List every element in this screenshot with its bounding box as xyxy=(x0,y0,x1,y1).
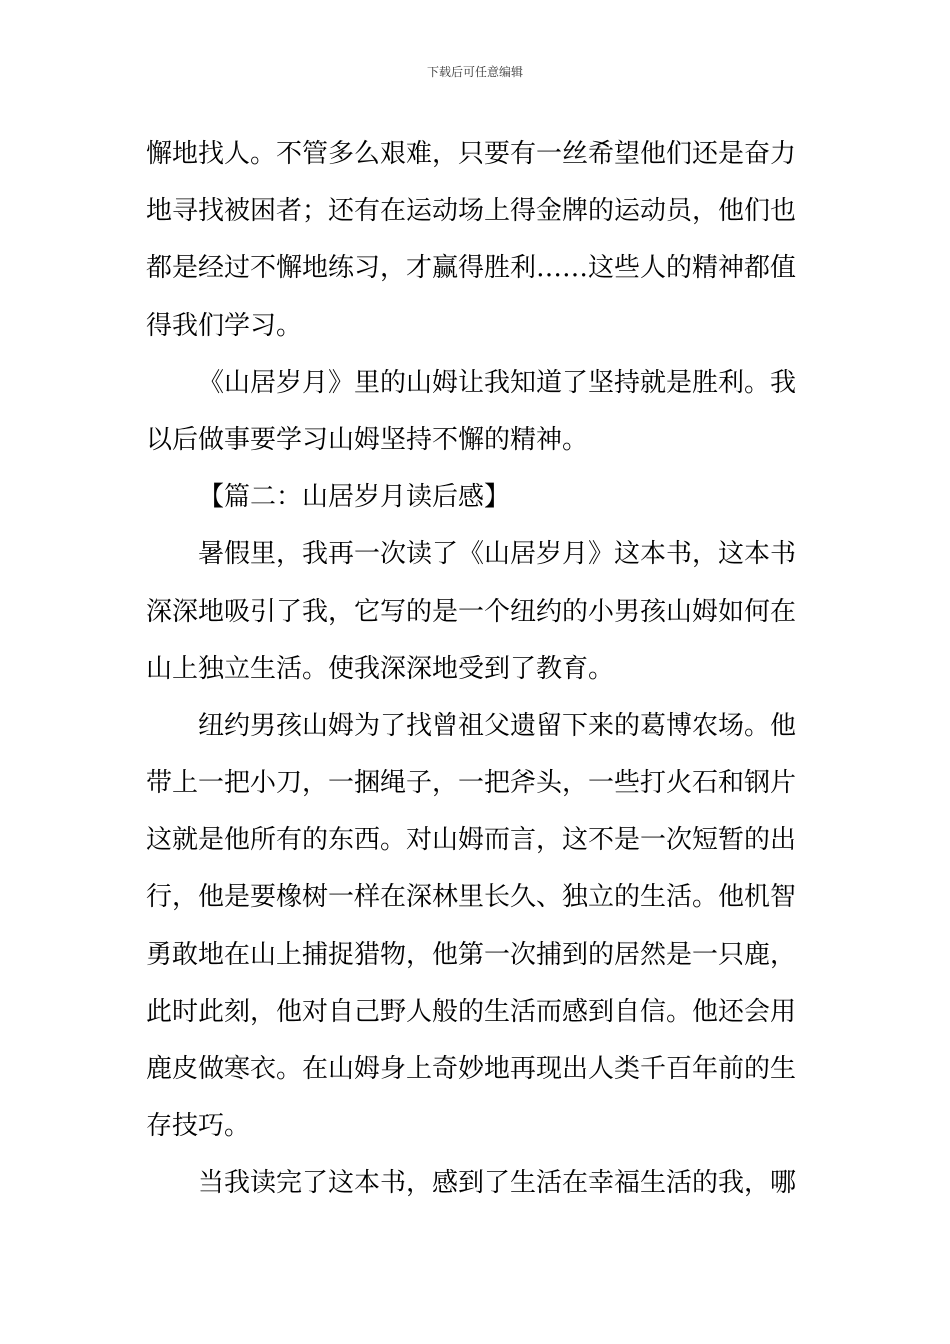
text-line: 这就是他所有的东西。对山姆而言，这不是一次短暂的出 xyxy=(146,825,797,856)
text-line: 勇敢地在山上捕捉猎物，他第一次捕到的居然是一只鹿， xyxy=(146,939,797,970)
text-line: 山上独立生活。使我深深地受到了教育。 xyxy=(146,653,615,684)
text-line: 此时此刻，他对自己野人般的生活而感到自信。他还会用 xyxy=(146,996,797,1027)
text-line: 得我们学习。 xyxy=(146,310,303,341)
paragraph-first-line: 暑假里，我再一次读了《山居岁月》这本书，这本书 xyxy=(198,539,797,570)
text-line: 以后做事要学习山姆坚持不懈的精神。 xyxy=(146,424,589,455)
text-line: 鹿皮做寒衣。在山姆身上奇妙地再现出人类千百年前的生 xyxy=(146,1054,797,1084)
text-line: 行，他是要橡树一样在深林里长久、独立的生活。他机智 xyxy=(146,882,797,913)
paragraph-first-line: 纽约男孩山姆为了找曾祖父遗留下来的葛博农场。他 xyxy=(198,710,797,741)
text-line: 深深地吸引了我，它写的是一个纽约的小男孩山姆如何在 xyxy=(146,596,797,627)
text-line: 存技巧。 xyxy=(146,1111,251,1142)
document-body xyxy=(146,126,808,1213)
text-line: 地寻找被困者；还有在运动场上得金牌的运动员，他们也 xyxy=(146,196,797,227)
section-heading: 【篇二：山居岁月读后感】 xyxy=(198,482,511,513)
paragraph-first-line: 《山居岁月》里的山姆让我知道了坚持就是胜利。我 xyxy=(198,367,797,398)
text-line: 懈地找人。不管多么艰难，只要有一丝希望他们还是奋力 xyxy=(146,139,797,169)
text-line: 带上一把小刀，一捆绳子，一把斧头，一些打火石和钢片 xyxy=(146,768,797,799)
text-line: 都是经过不懈地练习，才赢得胜利……这些人的精神都值 xyxy=(146,253,797,284)
page-header-note: 下载后可任意编辑 xyxy=(426,65,523,79)
paragraph-first-line: 当我读完了这本书，感到了生活在幸福生活的我，哪 xyxy=(198,1168,797,1199)
